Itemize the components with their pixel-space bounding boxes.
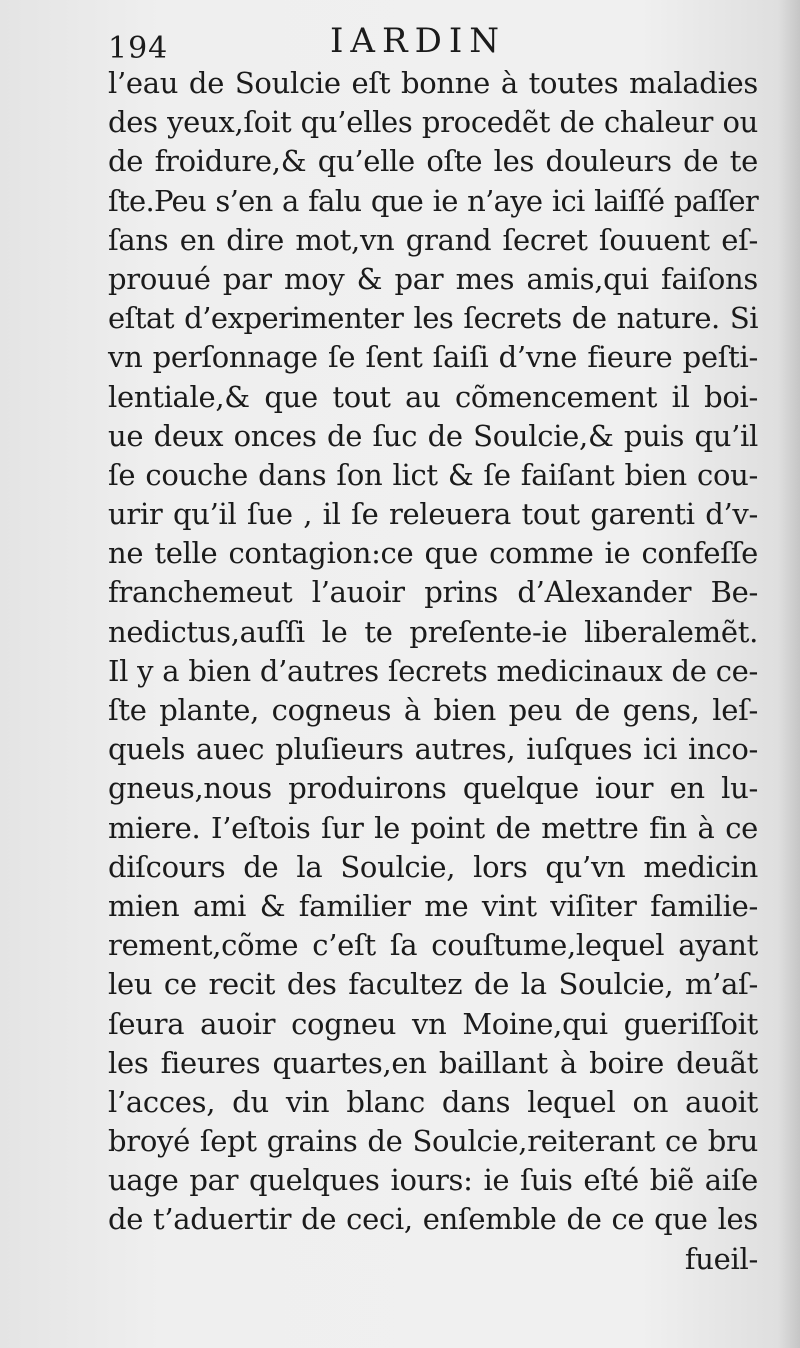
text-line: des yeux,ſoit qu’elles procedẽt de chaleur ou <box>108 105 758 140</box>
text-line: ſte plante, cogneus à bien peu de gens, leſ- <box>108 693 758 727</box>
text-line: prouué par moy & par mes amis,qui faiſons <box>108 261 758 296</box>
text-line: quels auec pluſieurs autres, iuſques ici inco- <box>108 732 758 767</box>
text-line: ue deux onces de ſuc de Soulcie,& puis qu’il <box>108 418 758 453</box>
body-text <box>108 64 758 1279</box>
page-header <box>0 14 800 66</box>
text-line: ſans en dire mot,vn grand ſecret ſouuent eſ- <box>108 222 758 257</box>
text-line: rement,cõme c’eſt ſa couſtume,lequel ayant <box>108 928 758 963</box>
text-line: urir qu’il ſue , il ſe releuera tout garenti d’v- <box>108 497 758 532</box>
text-line: ne telle contagion:ce que comme ie confeſſe <box>108 536 758 571</box>
text-line: gneus,nous produirons quelque iour en lu- <box>108 771 758 806</box>
text-line: mien ami & familier me vint viſiter familie- <box>108 888 758 923</box>
text-line: les fieures quartes,en baillant à boire deuãt <box>108 1045 758 1080</box>
text-line: leu ce recit des facultez de la Soulcie, m’aſ- <box>108 967 758 1002</box>
text-line: lentiale,& que tout au cõmencement il boi- <box>108 379 758 414</box>
text-line: uage par quelques iours: ie ſuis eſté biẽ aiſe <box>108 1163 758 1198</box>
text-line: ſe couche dans ſon lict & ſe faiſant bien cou- <box>108 457 758 492</box>
text-line: ſte.Peu s’en a falu que ie n’aye ici laiſſé paſſer <box>108 183 758 218</box>
text-line: broyé ſept grains de Soulcie,reiterant ce bru <box>108 1124 758 1159</box>
running-head: IARDIN <box>330 21 507 61</box>
text-line: de t’aduertir de ceci, enſemble de ce que les <box>108 1202 758 1237</box>
text-line: miere. I’eſtois ſur le point de mettre fin à ce <box>108 810 758 845</box>
catchword: fueil- <box>684 1241 758 1276</box>
page-number: 194 <box>108 31 169 66</box>
text-line: Il y a bien d’autres ſecrets medicinaux de ce- <box>108 653 758 688</box>
text-line: l’eau de Soulcie eſt bonne à toutes maladies <box>108 66 758 100</box>
text-line: eſtat d’experimenter les ſecrets de nature. Si <box>108 301 758 336</box>
text-line: diſcours de la Soulcie, lors qu’vn medicin <box>108 849 758 884</box>
text-line: franchemeut l’auoir prins d’Alexander Be- <box>108 575 758 610</box>
text-line: l’acces, du vin blanc dans lequel on auoit <box>108 1084 758 1119</box>
text-line: ſeura auoir cogneu vn Moine,qui gueriſſoit <box>108 1006 758 1041</box>
text-line: de froidure,& qu’elle oſte les douleurs de te <box>108 144 758 179</box>
page-edge-shadow <box>778 0 800 1348</box>
text-line: vn perſonnage ſe ſent ſaiſi d’vne fieure peſti- <box>108 340 758 375</box>
text-line: nedictus,auſſi le te preſente-ie liberalemẽt. <box>108 614 758 649</box>
